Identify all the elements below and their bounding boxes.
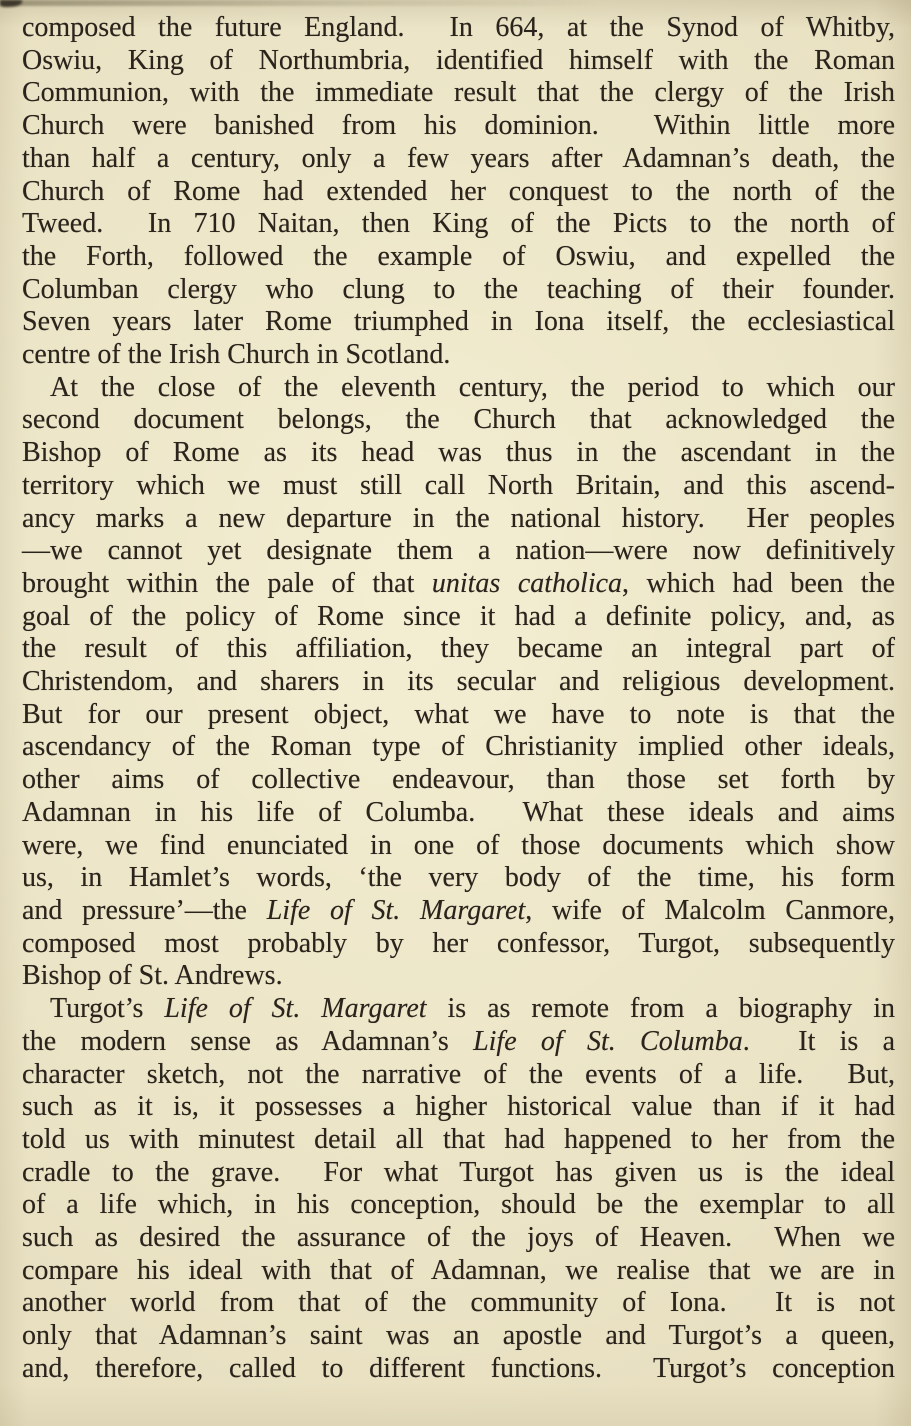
- text-line: [22, 960, 895, 993]
- text-line: [22, 1287, 895, 1320]
- text-line: [22, 1320, 895, 1353]
- text-line: [22, 830, 895, 863]
- text-segment: Columban clergy who clung to the teaching of their founder.: [22, 273, 895, 305]
- text-segment: Adamnan in his life of Columba. What these ideals and aims: [22, 796, 895, 828]
- text-segment: Communion, with the immediate result that the clergy of the Irish: [22, 77, 895, 109]
- text-line: [22, 1157, 895, 1190]
- text-line: [22, 1189, 895, 1222]
- page-text: [22, 12, 895, 1386]
- text-segment: Oswiu, King of Northumbria, identified himself with the Roman: [22, 44, 895, 76]
- text-segment: . It is a: [742, 1025, 896, 1057]
- text-segment: such as desired the assurance of the joys of Heaven. When we: [22, 1222, 895, 1254]
- text-segment: Tweed. In 710 Naitan, then King of the Picts to the north of: [22, 208, 895, 240]
- text-segment: , which had been the: [622, 567, 895, 599]
- text-line: [22, 993, 895, 1026]
- text-line: [22, 895, 895, 928]
- text-segment: other aims of collective endeavour, than those set forth by: [22, 764, 895, 796]
- text-segment: Bishop of St. Andrews.: [22, 960, 283, 992]
- italic-title: Life of St. Columba: [473, 1025, 743, 1057]
- text-segment: But for our present object, what we have to note is that the: [22, 698, 895, 730]
- text-segment: Christendom, and sharers in its secular and religious development.: [22, 666, 895, 698]
- text-segment: the result of this affiliation, they became an integral part of: [22, 633, 895, 665]
- text-line: [22, 143, 895, 176]
- text-line: [22, 862, 895, 895]
- italic-title: Life of St. Margaret: [164, 993, 427, 1025]
- text-segment: goal of the policy of Rome since it had a definite policy, and, as: [22, 600, 895, 632]
- text-segment: of a life which, in his conception, should be the exemplar to all: [22, 1189, 895, 1221]
- text-segment: Church of Rome had extended her conquest to the north of the: [22, 175, 895, 207]
- italic-title: unitas catholica: [431, 567, 623, 599]
- text-line: [22, 339, 895, 372]
- text-line: [22, 45, 895, 78]
- text-segment: brought within the pale of that: [22, 567, 432, 599]
- text-line: [22, 764, 895, 797]
- text-line: [22, 1353, 895, 1386]
- text-segment: the modern sense as Adamnan’s: [22, 1025, 474, 1057]
- text-segment: , wife of Malcolm Canmore,: [525, 894, 895, 926]
- text-segment: than half a century, only a few years after Adamnan’s death, the: [22, 142, 895, 174]
- text-line: [22, 1026, 895, 1059]
- text-segment: second document belongs, the Church that acknowledged the: [22, 404, 895, 436]
- text-line: [22, 274, 895, 307]
- text-line: [22, 1091, 895, 1124]
- text-line: [22, 1124, 895, 1157]
- text-segment: Seven years later Rome triumphed in Iona itself, the ecclesiastical: [22, 306, 895, 338]
- text-segment: compare his ideal with that of Adamnan, we realise that we are in: [22, 1254, 895, 1286]
- text-line: [22, 1059, 895, 1092]
- text-segment: us, in Hamlet’s words, ‘the very body of the time, his form: [22, 862, 895, 894]
- text-segment: the Forth, followed the example of Oswiu, and expelled the: [22, 240, 895, 272]
- text-line: [22, 110, 895, 143]
- text-line: [22, 503, 895, 536]
- text-segment: Church were banished from his dominion. Within little more: [22, 110, 895, 142]
- text-line: [22, 568, 895, 601]
- text-segment: —we cannot yet designate them a nation—were now definitively: [22, 535, 895, 567]
- text-segment: told us with minutest detail all that had happened to her from the: [22, 1123, 895, 1155]
- text-segment: ascendancy of the Roman type of Christianity implied other ideals,: [22, 731, 895, 763]
- text-segment: and pressure’—the: [22, 894, 267, 926]
- text-segment: Bishop of Rome as its head was thus in the ascendant in the: [22, 437, 895, 469]
- text-segment: centre of the Irish Church in Scotland.: [22, 339, 451, 371]
- text-segment: and, therefore, called to different functions. Turgot’s conception: [22, 1352, 895, 1384]
- italic-title: Life of St. Margaret: [266, 894, 526, 926]
- text-segment: territory which we must still call North Britain, and this ascend-: [22, 469, 895, 501]
- text-segment: Turgot’s: [50, 993, 165, 1025]
- text-segment: ancy marks a new departure in the national history. Her peoples: [22, 502, 895, 534]
- scan-edge-shadow: [0, 0, 600, 6]
- text-segment: is as remote from a biography in: [426, 993, 895, 1025]
- text-line: [22, 77, 895, 110]
- text-line: [22, 1255, 895, 1288]
- text-line: [22, 928, 895, 961]
- text-line: [22, 404, 895, 437]
- text-line: [22, 797, 895, 830]
- text-line: [22, 535, 895, 568]
- text-segment: were, we find enunciated in one of those documents which show: [22, 829, 895, 861]
- text-line: [22, 633, 895, 666]
- text-line: [22, 372, 895, 405]
- text-line: [22, 306, 895, 339]
- text-line: [22, 470, 895, 503]
- text-line: [22, 241, 895, 274]
- text-line: [22, 601, 895, 634]
- text-line: [22, 208, 895, 241]
- text-line: [22, 12, 895, 45]
- text-segment: At the close of the eleventh century, the period to which our: [50, 371, 895, 403]
- text-segment: such as it is, it possesses a higher historical value than if it had: [22, 1091, 895, 1123]
- text-segment: character sketch, not the narrative of the events of a life. But,: [22, 1058, 895, 1090]
- text-segment: composed the future England. In 664, at the Synod of Whitby,: [22, 12, 895, 43]
- text-segment: another world from that of the community of Iona. It is not: [22, 1287, 895, 1319]
- text-line: [22, 437, 895, 470]
- text-line: [22, 176, 895, 209]
- text-line: [22, 699, 895, 732]
- text-line: [22, 1222, 895, 1255]
- text-segment: cradle to the grave. For what Turgot has given us is the ideal: [22, 1156, 895, 1188]
- text-line: [22, 731, 895, 764]
- text-segment: composed most probably by her confessor, Turgot, subsequently: [22, 927, 895, 959]
- text-segment: only that Adamnan’s saint was an apostle and Turgot’s a queen,: [22, 1320, 895, 1352]
- text-line: [22, 666, 895, 699]
